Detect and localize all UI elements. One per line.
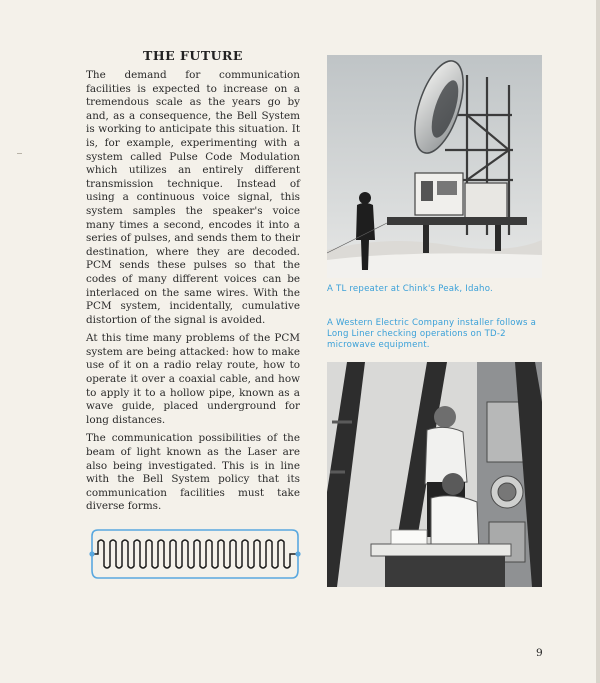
waveform-left-node	[89, 551, 94, 556]
margin-mark	[17, 153, 22, 154]
paragraph-pcm: The demand for communication facilities is expected to increase on a tremendous scale as the years go by and, as a consequence, the Bell System is working to anticipate this situation. It is, for example, experimenting with a system called Pulse Code Modulation which utilizes an entirely different transmission technique. Instead of using a continuous voice signal, this system samples the speaker's voice many times a second, encodes it into a series of pulses, and sends them to their destination, where they are decoded. PCM sends these pulses so that the codes of many different voices can be interlaced on the same wires. With the PCM system, incidentally, cumulative distortion of the signal is avoided.	[86, 69, 300, 326]
paragraph-laser: The communication possibilities of the beam of light known as the Laser are also being investigated. This is in line with the Bell System policy that its communication facilities must take diverse forms.	[86, 432, 300, 513]
article-title: THE FUTURE	[143, 48, 243, 63]
paragraph-problems: At this time many problems of the PCM system are being attacked: how to make use of it on a radio relay route, how to operate it over a coaxial cable, and how to apply it to a hollow pipe, known as a wave guide, placed underground for long distances.	[86, 332, 300, 426]
repeater-photo	[327, 55, 542, 278]
page-edge	[596, 0, 600, 683]
page-number: 9	[536, 647, 543, 659]
waveform-right-node	[295, 551, 300, 556]
pcm-waveform-illustration	[86, 520, 306, 590]
waveform-black-pulses	[94, 540, 296, 568]
article-column	[86, 48, 300, 519]
waveform-blue-outline	[92, 530, 298, 578]
installer-photo	[327, 362, 542, 587]
installer-caption: A Western Electric Company installer follows a Long Liner checking operations on TD-2 microwave equipment.	[327, 318, 537, 350]
repeater-caption: A TL repeater at Chink's Peak, Idaho.	[327, 284, 493, 294]
